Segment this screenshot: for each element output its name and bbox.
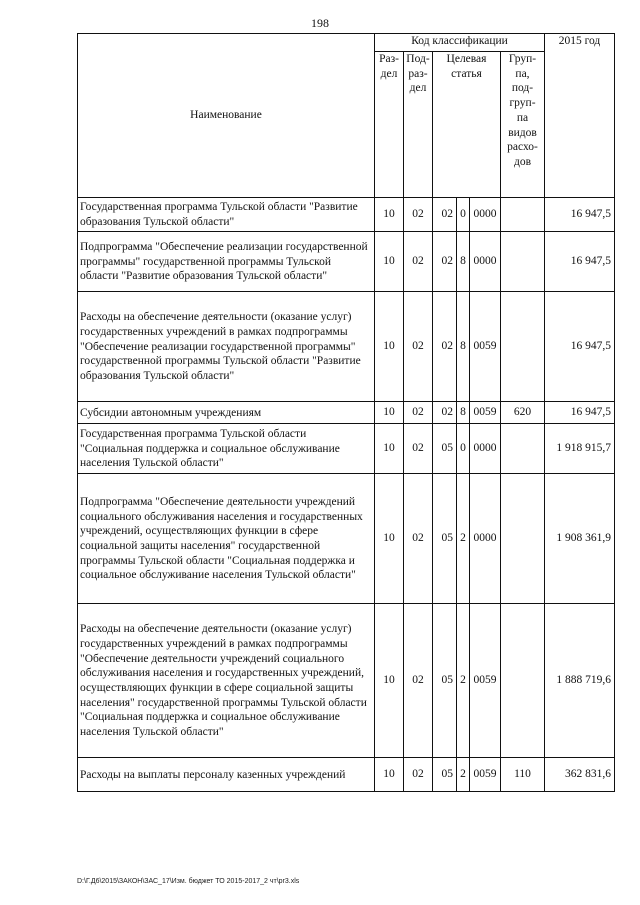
header-target-article: Целевая статья	[433, 52, 501, 198]
row-target-direction: 0059	[470, 292, 501, 402]
row-target-program: 05	[433, 604, 457, 758]
header-expense-group: Груп- па, под- груп- па видов расхо- дов	[501, 52, 545, 198]
row-podrazdel: 02	[404, 292, 433, 402]
row-expense-group	[501, 424, 545, 474]
row-target-subprogram: 8	[457, 402, 470, 424]
row-target-direction: 0059	[470, 758, 501, 792]
row-name: Подпрограмма "Обеспечение реализации государственной программы" государственной программы Тульской области "Развитие образования Тульской области"	[78, 232, 375, 292]
row-expense-group	[501, 232, 545, 292]
row-razdel: 10	[375, 198, 404, 232]
row-target-program: 05	[433, 474, 457, 604]
table-row	[78, 402, 615, 424]
row-target-program: 02	[433, 198, 457, 232]
row-expense-group	[501, 604, 545, 758]
table-row	[78, 758, 615, 792]
header-year: 2015 год	[545, 34, 615, 198]
row-target-program: 02	[433, 292, 457, 402]
row-expense-group: 110	[501, 758, 545, 792]
row-amount: 362 831,6	[545, 758, 615, 792]
row-target-subprogram: 0	[457, 424, 470, 474]
row-name: Подпрограмма "Обеспечение деятельности учреждений социального обслуживания населения и государственных учреждений, осуществляющих функции в сфере социальной защиты населения" государственной программы Тульской области "Социальная поддержка и социальное обслуживание населения Тульской области"	[78, 474, 375, 604]
row-razdel: 10	[375, 232, 404, 292]
row-target-direction: 0059	[470, 402, 501, 424]
row-amount: 16 947,5	[545, 402, 615, 424]
row-podrazdel: 02	[404, 198, 433, 232]
row-target-subprogram: 8	[457, 232, 470, 292]
row-target-direction: 0000	[470, 232, 501, 292]
row-target-subprogram: 0	[457, 198, 470, 232]
row-podrazdel: 02	[404, 402, 433, 424]
row-podrazdel: 02	[404, 474, 433, 604]
row-razdel: 10	[375, 604, 404, 758]
row-target-program: 05	[433, 424, 457, 474]
row-target-program: 02	[433, 232, 457, 292]
row-target-direction: 0059	[470, 604, 501, 758]
row-expense-group	[501, 292, 545, 402]
header-razdel: Раз- дел	[375, 52, 404, 198]
row-name: Государственная программа Тульской области "Развитие образования Тульской области"	[78, 198, 375, 232]
row-razdel: 10	[375, 402, 404, 424]
row-name: Государственная программа Тульской области "Социальная поддержка и социальное обслуживание населения Тульской области"	[78, 424, 375, 474]
row-target-direction: 0000	[470, 198, 501, 232]
row-razdel: 10	[375, 758, 404, 792]
row-podrazdel: 02	[404, 424, 433, 474]
row-target-subprogram: 8	[457, 292, 470, 402]
row-name: Расходы на обеспечение деятельности (оказание услуг) государственных учреждений в рамках подпрограммы "Обеспечение деятельности учреждений социального обслуживания населения и государственных учреждений, осуществляющих функции в сфере социальной защиты населения" государственной программы Тульской области "Социальная поддержка и социальное обслуживание населения Тульской области"	[78, 604, 375, 758]
table-row	[78, 198, 615, 232]
header-classification: Код классификации	[375, 34, 545, 52]
row-target-program: 02	[433, 402, 457, 424]
row-amount: 1 918 915,7	[545, 424, 615, 474]
row-amount: 1 888 719,6	[545, 604, 615, 758]
budget-table	[77, 33, 615, 792]
row-name: Субсидии автономным учреждениям	[78, 402, 375, 424]
row-target-subprogram: 2	[457, 604, 470, 758]
row-razdel: 10	[375, 424, 404, 474]
row-expense-group: 620	[501, 402, 545, 424]
row-target-subprogram: 2	[457, 758, 470, 792]
row-name: Расходы на выплаты персоналу казенных учреждений	[78, 758, 375, 792]
row-podrazdel: 02	[404, 604, 433, 758]
header-name: Наименование	[78, 34, 375, 198]
row-target-program: 05	[433, 758, 457, 792]
row-amount: 16 947,5	[545, 232, 615, 292]
table-row	[78, 292, 615, 402]
table-row	[78, 474, 615, 604]
row-expense-group	[501, 198, 545, 232]
row-podrazdel: 02	[404, 758, 433, 792]
row-name: Расходы на обеспечение деятельности (оказание услуг) государственных учреждений в рамках подпрограммы "Обеспечение реализации государственной программы" государственной программы Тульской области "Развитие образования Тульской области"	[78, 292, 375, 402]
page-number: 198	[311, 16, 329, 30]
row-expense-group	[501, 474, 545, 604]
header-podrazdel: Под- раз- дел	[404, 52, 433, 198]
row-amount: 1 908 361,9	[545, 474, 615, 604]
row-amount: 16 947,5	[545, 198, 615, 232]
row-razdel: 10	[375, 474, 404, 604]
row-target-subprogram: 2	[457, 474, 470, 604]
table-row	[78, 604, 615, 758]
file-path-footer: D:\Г.Д6\2015\ЗАКОН\ЗАС_17\Изм. бюджет ТО 2015-2017_2 чт\pr3.xls	[77, 878, 300, 885]
row-target-direction: 0000	[470, 474, 501, 604]
row-target-direction: 0000	[470, 424, 501, 474]
row-razdel: 10	[375, 292, 404, 402]
table-row	[78, 424, 615, 474]
row-amount: 16 947,5	[545, 292, 615, 402]
row-podrazdel: 02	[404, 232, 433, 292]
table-row	[78, 232, 615, 292]
